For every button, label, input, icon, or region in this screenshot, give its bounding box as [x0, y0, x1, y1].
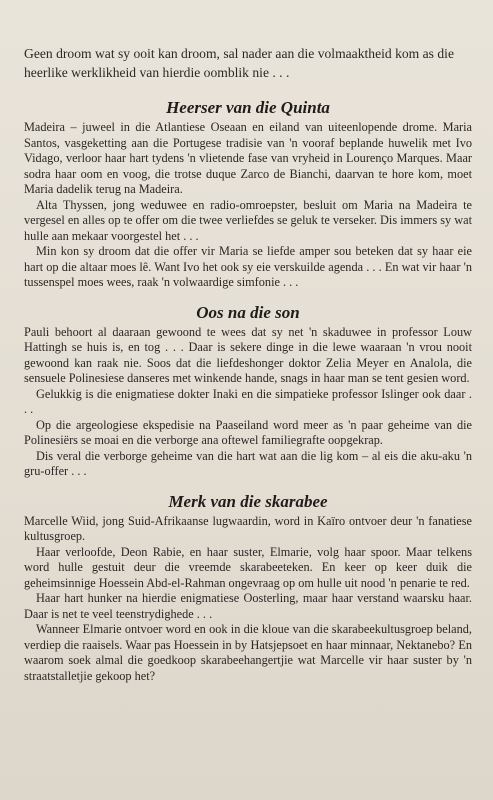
section-title: Heerser van die Quinta	[166, 98, 330, 117]
paragraph: Gelukkig is die enigmatiese dokter Inaki en die simpatieke professor Islinger ook daar . . .	[24, 386, 472, 416]
section-heerser-van-die-quinta	[24, 98, 472, 291]
paragraph: Op die argeologiese ekspedisie na Paaseiland word meer as 'n paar geheime van die Polinesiërs se moai en die verborge ana oftewel familiegrafte oopgekrap.	[24, 417, 472, 447]
paragraph: Madeira – juweel in die Atlantiese Oseaan en eiland van uiteenlopende drome. Maria Santos, vasgeketting aan die Portugese tradisie van 'n vooraf beplande huwelik met Ivo Vidago, verloor haar hart tydens 'n vlietende fase van vryheid in Lourenço Marques. Maar sodra haar oom en voog, die trotse duque Zarco de Bianchi, daarvan te hore kom, moet Maria dadelik terug na Madeira.	[24, 120, 472, 196]
section-merk-van-die-skarabee	[24, 492, 472, 685]
section-body	[24, 325, 472, 480]
section-body	[24, 120, 472, 291]
paragraph: Marcelle Wiid, jong Suid-Afrikaanse lugwaardin, word in Kaïro ontvoer deur 'n fanatiese kultusgroep.	[24, 513, 472, 543]
paragraph: Min kon sy droom dat die offer vir Maria se liefde amper sou beteken dat sy haar eie hart op die altaar moes lê. Want Ivo het ook sy eie verskuilde agenda . . . En wat vir haar 'n tussenspel moes wees, raak 'n volwaardige simfonie . . .	[24, 244, 472, 289]
section-oos-na-die-son	[24, 303, 472, 480]
section-title: Merk van die skarabee	[168, 491, 328, 511]
paragraph: Haar verloofde, Deon Rabie, en haar suster, Elmarie, volg haar spoor. Maar telkens word hulle gestuit deur die vreemde skarabeeteken. En keer op keer duik die geheimsinnige Hoessein Abd-el-Rahman ongevraag op om hulle uit nood 'n penarie te red.	[24, 544, 472, 590]
paragraph: Dis veral die verborge geheime van die hart wat aan die lig kom – al eis die aku-aku 'n gru-offer . . .	[24, 448, 472, 478]
section-body	[24, 514, 472, 685]
intro-paragraph: Geen droom wat sy ooit kan droom, sal nader aan die volmaaktheid kom as die heerlike werklikheid van hierdie oomblik nie . . .	[24, 46, 454, 80]
section-title: Oos na die son	[196, 302, 300, 322]
paragraph: Alta Thyssen, jong weduwee en radio-omroepster, besluit om Maria na Madeira te vergesel en alles op te offer om die twee verliefdes se geluk te verseker. Dis immers sy wat hulle aan mekaar voorgestel het . . .	[24, 197, 472, 243]
book-blurb-page	[24, 44, 472, 696]
paragraph: Pauli behoort al daaraan gewoond te wees dat sy net 'n skaduwee in professor Louw Hattingh se huis is, en tog . . . Daar is sekere dinge in die lewe waaraan 'n vrou nooit gewoond kan raak nie. Soos dat die liefdeshonger doktor Zelia Meyer en Analola, die sensuele Polinesiese danseres met winkende hande, snags in haar man se tent gesien word.	[24, 324, 472, 385]
paragraph: Wanneer Elmarie ontvoer word en ook in die kloue van die skarabeekultusgroep beland, verdiep die raaisels. Waar pas Hoessein in by Hatsjepsoet en haar minnaar, Nektanebo? En waarom soek almal die goedkoop skarabeehangertjie wat Marcelle vir haar suster by 'n straatstalletjie gekoop het?	[24, 622, 472, 683]
paragraph: Haar hart hunker na hierdie enigmatiese Oosterling, maar haar verstand waarsku haar. Daar is net te veel teenstrydighede . . .	[24, 591, 472, 621]
